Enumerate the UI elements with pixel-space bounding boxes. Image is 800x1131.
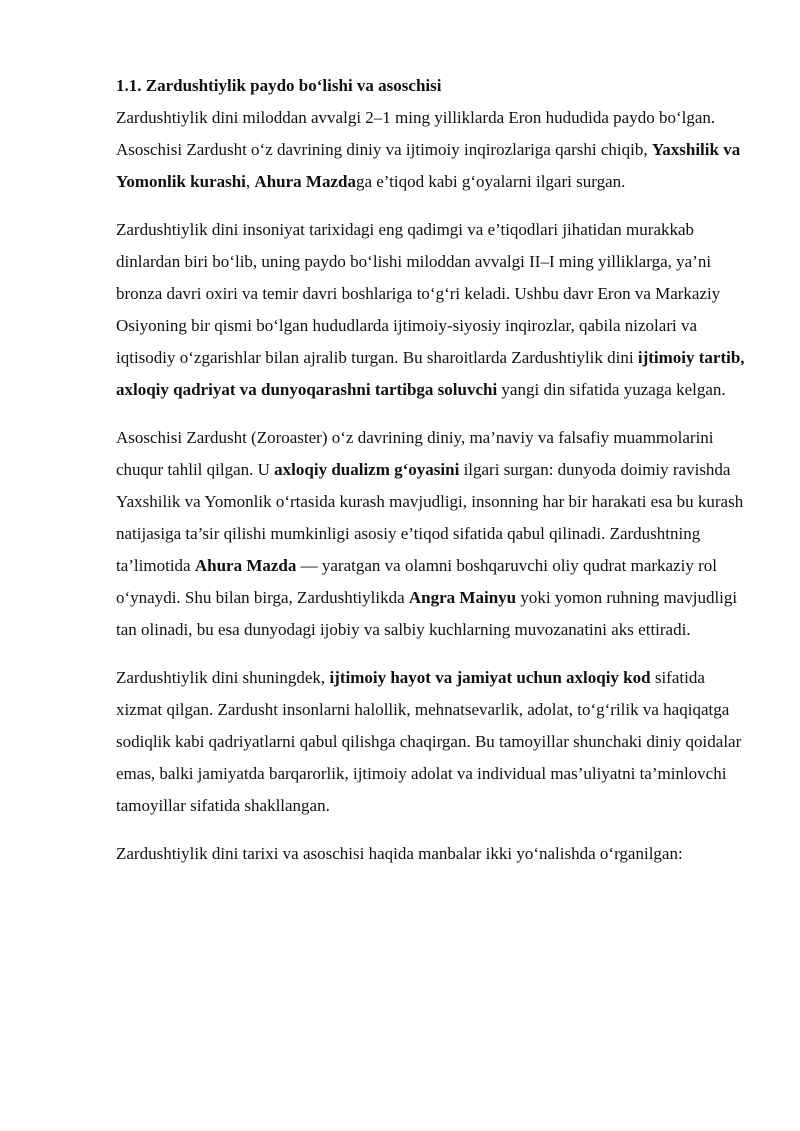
paragraph-4 xyxy=(116,662,746,822)
paragraph-3-bold-3: Angra Mainyu xyxy=(408,588,517,607)
section-heading: 1.1. Zardushtiylik paydo bo‘lishi va asoschisi xyxy=(116,76,442,95)
paragraph-5-text-1: Zardushtiylik dini tarixi va asoschisi haqida manbalar ikki yo‘nalishda o‘rganilgan: xyxy=(116,844,683,863)
paragraph-2 xyxy=(116,214,746,406)
paragraph-1-text-2: , xyxy=(245,172,255,191)
paragraph-1-text-1: Zardushtiylik dini miloddan avvalgi 2–1 ming yilliklarda Eron hududida paydo bo‘lgan. Asoschisi Zardusht o‘z davrining diniy va ijtimoiy inqirozlariga qarshi chiqib, xyxy=(116,108,716,159)
paragraph-4-bold-1: ijtimoiy hayot va jamiyat uchun axloqiy kod xyxy=(329,668,651,687)
document-page xyxy=(116,70,746,886)
paragraph-3-text-2: ilgari surgan: dunyoda doimiy ravishda Yaxshilik va Yomonlik o‘rtasida kurash mavjudligi, insonning har bir harakati esa bu kurash natijasiga ta’sir qilishi mumkinligi asosiy e’tiqod sifatida qabul qilinadi. Zardushtning ta’limotida xyxy=(116,460,744,575)
paragraph-4-text-2: sifatida xizmat qilgan. Zardusht insonlarni halollik, mehnatsevarlik, adolat, to‘g‘rilik va haqiqatga sodiqlik kabi qadriyatlarni qabul qilishga chaqirgan. Bu tamoyillar shunchaki diniy qoidalar emas, balki jamiyatda barqarorlik, ijtimoiy adolat va individual mas’uliyatni ta’minlovchi tamoyillar sifatida shakllangan. xyxy=(116,668,742,815)
paragraph-1-bold-2: Ahura Mazda xyxy=(254,172,356,191)
paragraph-3-text-1: Asoschisi Zardusht (Zoroaster) o‘z davrining diniy, ma’naviy va falsafiy muammolarini chuqur tahlil qilgan. U xyxy=(116,428,714,479)
paragraph-3-text-3: — yaratgan va olamni boshqaruvchi oliy qudrat markaziy rol o‘ynaydi. Shu bilan birga, Zardushtiylikda xyxy=(116,556,718,607)
paragraph-3-bold-2: Ahura Mazda xyxy=(194,556,297,575)
paragraph-1 xyxy=(116,102,746,198)
paragraph-2-bold-1: ijtimoiy tartib, axloqiy qadriyat va dunyoqarashni tartibga soluvchi xyxy=(116,348,745,399)
paragraph-3-bold-1: axloqiy dualizm g‘oyasini xyxy=(274,460,460,479)
paragraph-2-text-1: Zardushtiylik dini insoniyat tarixidagi eng qadimgi va e’tiqodlari jihatidan murakkab dinlardan biri bo‘lib, uning paydo bo‘lishi miloddan avvalgi II–I ming yilliklarga, ya’ni bronza davri oxiri va temir davri boshlariga to‘g‘ri keladi. Ushbu davr Eron va Markaziy Osiyoning bir qismi bo‘lgan hududlarda ijtimoiy-siyosiy inqirozlar, qabila nizolari va iqtisodiy o‘zgarishlar bilan ajralib turgan. Bu sharoitlarda Zardushtiylik dini xyxy=(116,220,721,367)
paragraph-1-bold-1: Yaxshilik va Yomonlik kurashi xyxy=(116,140,741,191)
paragraph-4-text-1: Zardushtiylik dini shuningdek, xyxy=(116,668,330,687)
paragraph-3-text-4: yoki yomon ruhning mavjudligi tan olinadi, bu esa dunyodagi ijobiy va salbiy kuchlarning muvozanatini aks ettiradi. xyxy=(116,588,738,639)
paragraph-3 xyxy=(116,422,746,646)
paragraph-2-text-2: yangi din sifatida yuzaga kelgan. xyxy=(497,380,726,399)
paragraph-5 xyxy=(116,838,746,870)
paragraph-1-text-3: ga e’tiqod kabi g‘oyalarni ilgari surgan. xyxy=(355,172,626,191)
